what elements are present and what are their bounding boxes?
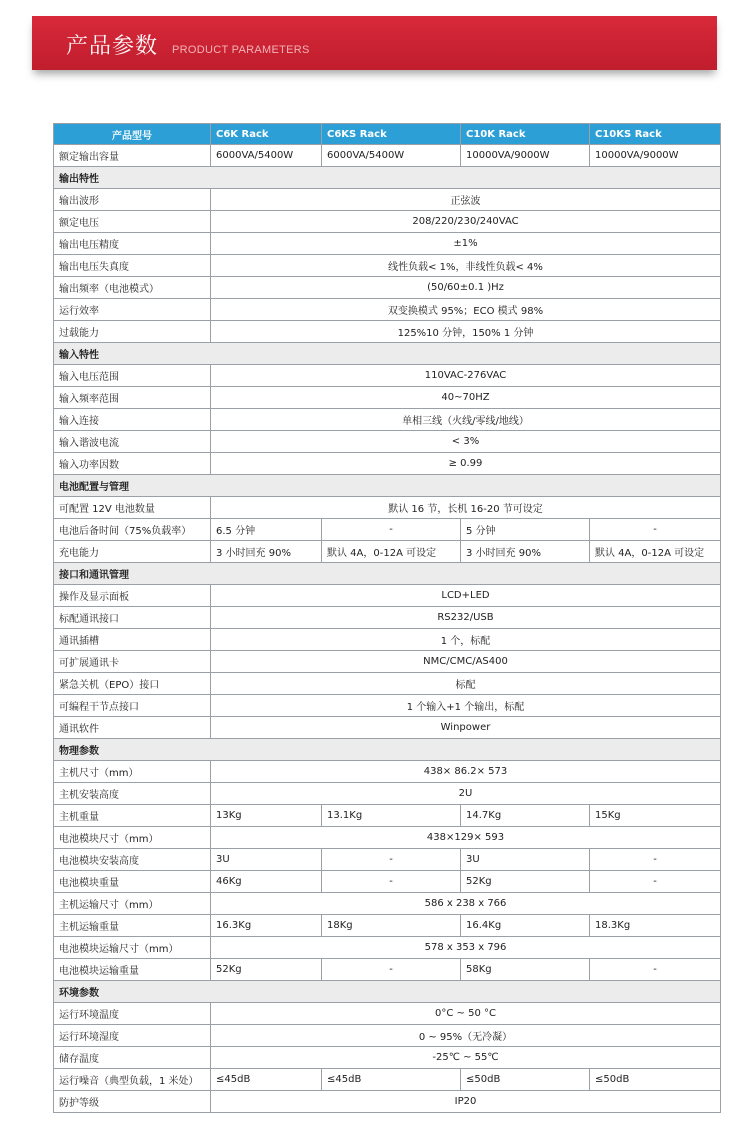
banner-title: 产品参数 xyxy=(66,34,159,59)
table-row xyxy=(54,365,721,387)
row-value: 0 ~ 95%（无冷凝） xyxy=(211,1025,721,1047)
table-row xyxy=(54,519,721,541)
table-row xyxy=(54,1003,721,1025)
row-value: ≥ 0.99 xyxy=(211,453,721,475)
header-cell: C10KS Rack xyxy=(590,124,721,145)
row-value: -25℃ ~ 55℃ xyxy=(211,1047,721,1069)
cell-value: ≤50dB xyxy=(590,1069,721,1091)
table-row xyxy=(54,277,721,299)
table-row xyxy=(54,585,721,607)
section-title: 接口和通讯管理 xyxy=(54,563,721,585)
table-row xyxy=(54,695,721,717)
row-value: ±1% xyxy=(211,233,721,255)
row-label: 充电能力 xyxy=(54,541,211,563)
table-row xyxy=(54,783,721,805)
cell-value: 6000VA/5400W xyxy=(211,145,322,167)
cell-value: 13Kg xyxy=(211,805,322,827)
row-value: 单相三线（火线/零线/地线） xyxy=(211,409,721,431)
cell-value: 10000VA/9000W xyxy=(590,145,721,167)
cell-value: 58Kg xyxy=(461,959,590,981)
table-row xyxy=(54,431,721,453)
section-header-row xyxy=(54,563,721,585)
row-label: 运行环境湿度 xyxy=(54,1025,211,1047)
row-label: 输入谐波电流 xyxy=(54,431,211,453)
table-row xyxy=(54,607,721,629)
row-label: 主机尺寸（mm） xyxy=(54,761,211,783)
table-row xyxy=(54,497,721,519)
table-row xyxy=(54,1069,721,1091)
section-header-row xyxy=(54,343,721,365)
section-title: 输出特性 xyxy=(54,167,721,189)
row-label: 额定电压 xyxy=(54,211,211,233)
row-label: 防护等级 xyxy=(54,1091,211,1113)
row-label: 电池模块安装高度 xyxy=(54,849,211,871)
row-label: 操作及显示面板 xyxy=(54,585,211,607)
cell-value: - xyxy=(322,959,461,981)
row-value: 标配 xyxy=(211,673,721,695)
table-row xyxy=(54,915,721,937)
row-value: 438× 86.2× 573 xyxy=(211,761,721,783)
row-label: 电池模块尺寸（mm） xyxy=(54,827,211,849)
row-value: IP20 xyxy=(211,1091,721,1113)
row-label: 主机安装高度 xyxy=(54,783,211,805)
row-label: 输入电压范围 xyxy=(54,365,211,387)
row-label: 输出频率（电池模式） xyxy=(54,277,211,299)
section-header-row xyxy=(54,981,721,1003)
cell-value: - xyxy=(590,959,721,981)
row-label: 可配置 12V 电池数量 xyxy=(54,497,211,519)
row-value: 1 个，标配 xyxy=(211,629,721,651)
table-row xyxy=(54,959,721,981)
cell-value: - xyxy=(322,519,461,541)
cell-value: 默认 4A，0-12A 可设定 xyxy=(590,541,721,563)
row-value: 2U xyxy=(211,783,721,805)
row-label: 输出电压精度 xyxy=(54,233,211,255)
table-row xyxy=(54,145,721,167)
row-label: 主机运输重量 xyxy=(54,915,211,937)
table-row xyxy=(54,211,721,233)
row-label: 电池模块运输重量 xyxy=(54,959,211,981)
table-row xyxy=(54,629,721,651)
row-value: 438×129× 593 xyxy=(211,827,721,849)
table-row xyxy=(54,717,721,739)
header-cell: C6KS Rack xyxy=(322,124,461,145)
cell-value: 6000VA/5400W xyxy=(322,145,461,167)
section-title: 输入特性 xyxy=(54,343,721,365)
row-value: 578 x 353 x 796 xyxy=(211,937,721,959)
cell-value: - xyxy=(322,849,461,871)
table-row xyxy=(54,387,721,409)
table-row xyxy=(54,805,721,827)
section-title: 环境参数 xyxy=(54,981,721,1003)
row-label: 运行噪音（典型负载，1 米处） xyxy=(54,1069,211,1091)
table-row xyxy=(54,255,721,277)
cell-value: 18.3Kg xyxy=(590,915,721,937)
row-value: 正弦波 xyxy=(211,189,721,211)
cell-value: 52Kg xyxy=(461,871,590,893)
cell-value: - xyxy=(590,519,721,541)
row-label: 输入频率范围 xyxy=(54,387,211,409)
row-label: 主机运输尺寸（mm） xyxy=(54,893,211,915)
section-title: 电池配置与管理 xyxy=(54,475,721,497)
cell-value: 3 小时回充 90% xyxy=(211,541,322,563)
row-label: 电池模块重量 xyxy=(54,871,211,893)
cell-value: - xyxy=(322,871,461,893)
table-row xyxy=(54,1091,721,1113)
table-row xyxy=(54,673,721,695)
row-value: 默认 16 节，长机 16-20 节可设定 xyxy=(211,497,721,519)
row-value: 1 个输入+1 个输出，标配 xyxy=(211,695,721,717)
row-value: 0°C ~ 50 °C xyxy=(211,1003,721,1025)
table-row xyxy=(54,541,721,563)
table-row xyxy=(54,189,721,211)
header-cell: 产品型号 xyxy=(54,124,211,145)
cell-value: 52Kg xyxy=(211,959,322,981)
cell-value: 10000VA/9000W xyxy=(461,145,590,167)
section-title: 物理参数 xyxy=(54,739,721,761)
row-label: 标配通讯接口 xyxy=(54,607,211,629)
table-row xyxy=(54,233,721,255)
cell-value: 14.7Kg xyxy=(461,805,590,827)
row-label: 主机重量 xyxy=(54,805,211,827)
row-label: 紧急关机（EPO）接口 xyxy=(54,673,211,695)
row-value: 125%10 分钟，150% 1 分钟 xyxy=(211,321,721,343)
cell-value: 16.4Kg xyxy=(461,915,590,937)
row-value: 双变换模式 95%；ECO 模式 98% xyxy=(211,299,721,321)
row-value: LCD+LED xyxy=(211,585,721,607)
table-row xyxy=(54,761,721,783)
section-banner xyxy=(32,16,717,70)
spec-table xyxy=(53,123,721,1113)
cell-value: 5 分钟 xyxy=(461,519,590,541)
cell-value: 46Kg xyxy=(211,871,322,893)
row-value: 线性负载< 1%，非线性负载< 4% xyxy=(211,255,721,277)
cell-value: 6.5 分钟 xyxy=(211,519,322,541)
section-header-row xyxy=(54,475,721,497)
row-label: 输出电压失真度 xyxy=(54,255,211,277)
table-row xyxy=(54,453,721,475)
cell-value: - xyxy=(590,871,721,893)
row-value: 208/220/230/240VAC xyxy=(211,211,721,233)
table-row xyxy=(54,827,721,849)
table-row xyxy=(54,409,721,431)
row-label: 通讯插槽 xyxy=(54,629,211,651)
row-value: 40~70HZ xyxy=(211,387,721,409)
row-label: 输入连接 xyxy=(54,409,211,431)
row-label: 运行效率 xyxy=(54,299,211,321)
cell-value: - xyxy=(590,849,721,871)
table-header-row xyxy=(54,124,721,145)
row-label: 电池后备时间（75%负载率） xyxy=(54,519,211,541)
table-row xyxy=(54,871,721,893)
cell-value: 默认 4A，0-12A 可设定 xyxy=(322,541,461,563)
row-value: < 3% xyxy=(211,431,721,453)
cell-value: ≤45dB xyxy=(322,1069,461,1091)
row-value: NMC/CMC/AS400 xyxy=(211,651,721,673)
cell-value: 13.1Kg xyxy=(322,805,461,827)
row-label: 储存温度 xyxy=(54,1047,211,1069)
cell-value: ≤45dB xyxy=(211,1069,322,1091)
row-value: (50/60±0.1 )Hz xyxy=(211,277,721,299)
cell-value: ≤50dB xyxy=(461,1069,590,1091)
row-label: 运行环境温度 xyxy=(54,1003,211,1025)
row-label: 输出波形 xyxy=(54,189,211,211)
table-row xyxy=(54,1025,721,1047)
cell-value: 18Kg xyxy=(322,915,461,937)
row-label: 可编程干节点接口 xyxy=(54,695,211,717)
row-label: 额定输出容量 xyxy=(54,145,211,167)
table-row xyxy=(54,1047,721,1069)
row-value: RS232/USB xyxy=(211,607,721,629)
table-row xyxy=(54,893,721,915)
row-value: 110VAC-276VAC xyxy=(211,365,721,387)
section-header-row xyxy=(54,739,721,761)
table-row xyxy=(54,321,721,343)
table-row xyxy=(54,937,721,959)
header-cell: C10K Rack xyxy=(461,124,590,145)
section-header-row xyxy=(54,167,721,189)
table-row xyxy=(54,299,721,321)
cell-value: 3U xyxy=(461,849,590,871)
cell-value: 15Kg xyxy=(590,805,721,827)
cell-value: 16.3Kg xyxy=(211,915,322,937)
row-label: 通讯软件 xyxy=(54,717,211,739)
header-cell: C6K Rack xyxy=(211,124,322,145)
table-row xyxy=(54,849,721,871)
row-label: 过载能力 xyxy=(54,321,211,343)
banner-subtitle: PRODUCT PARAMETERS xyxy=(172,44,310,56)
row-label: 可扩展通讯卡 xyxy=(54,651,211,673)
row-value: 586 x 238 x 766 xyxy=(211,893,721,915)
row-label: 输入功率因数 xyxy=(54,453,211,475)
row-value: Winpower xyxy=(211,717,721,739)
cell-value: 3 小时回充 90% xyxy=(461,541,590,563)
row-label: 电池模块运输尺寸（mm） xyxy=(54,937,211,959)
cell-value: 3U xyxy=(211,849,322,871)
table-row xyxy=(54,651,721,673)
